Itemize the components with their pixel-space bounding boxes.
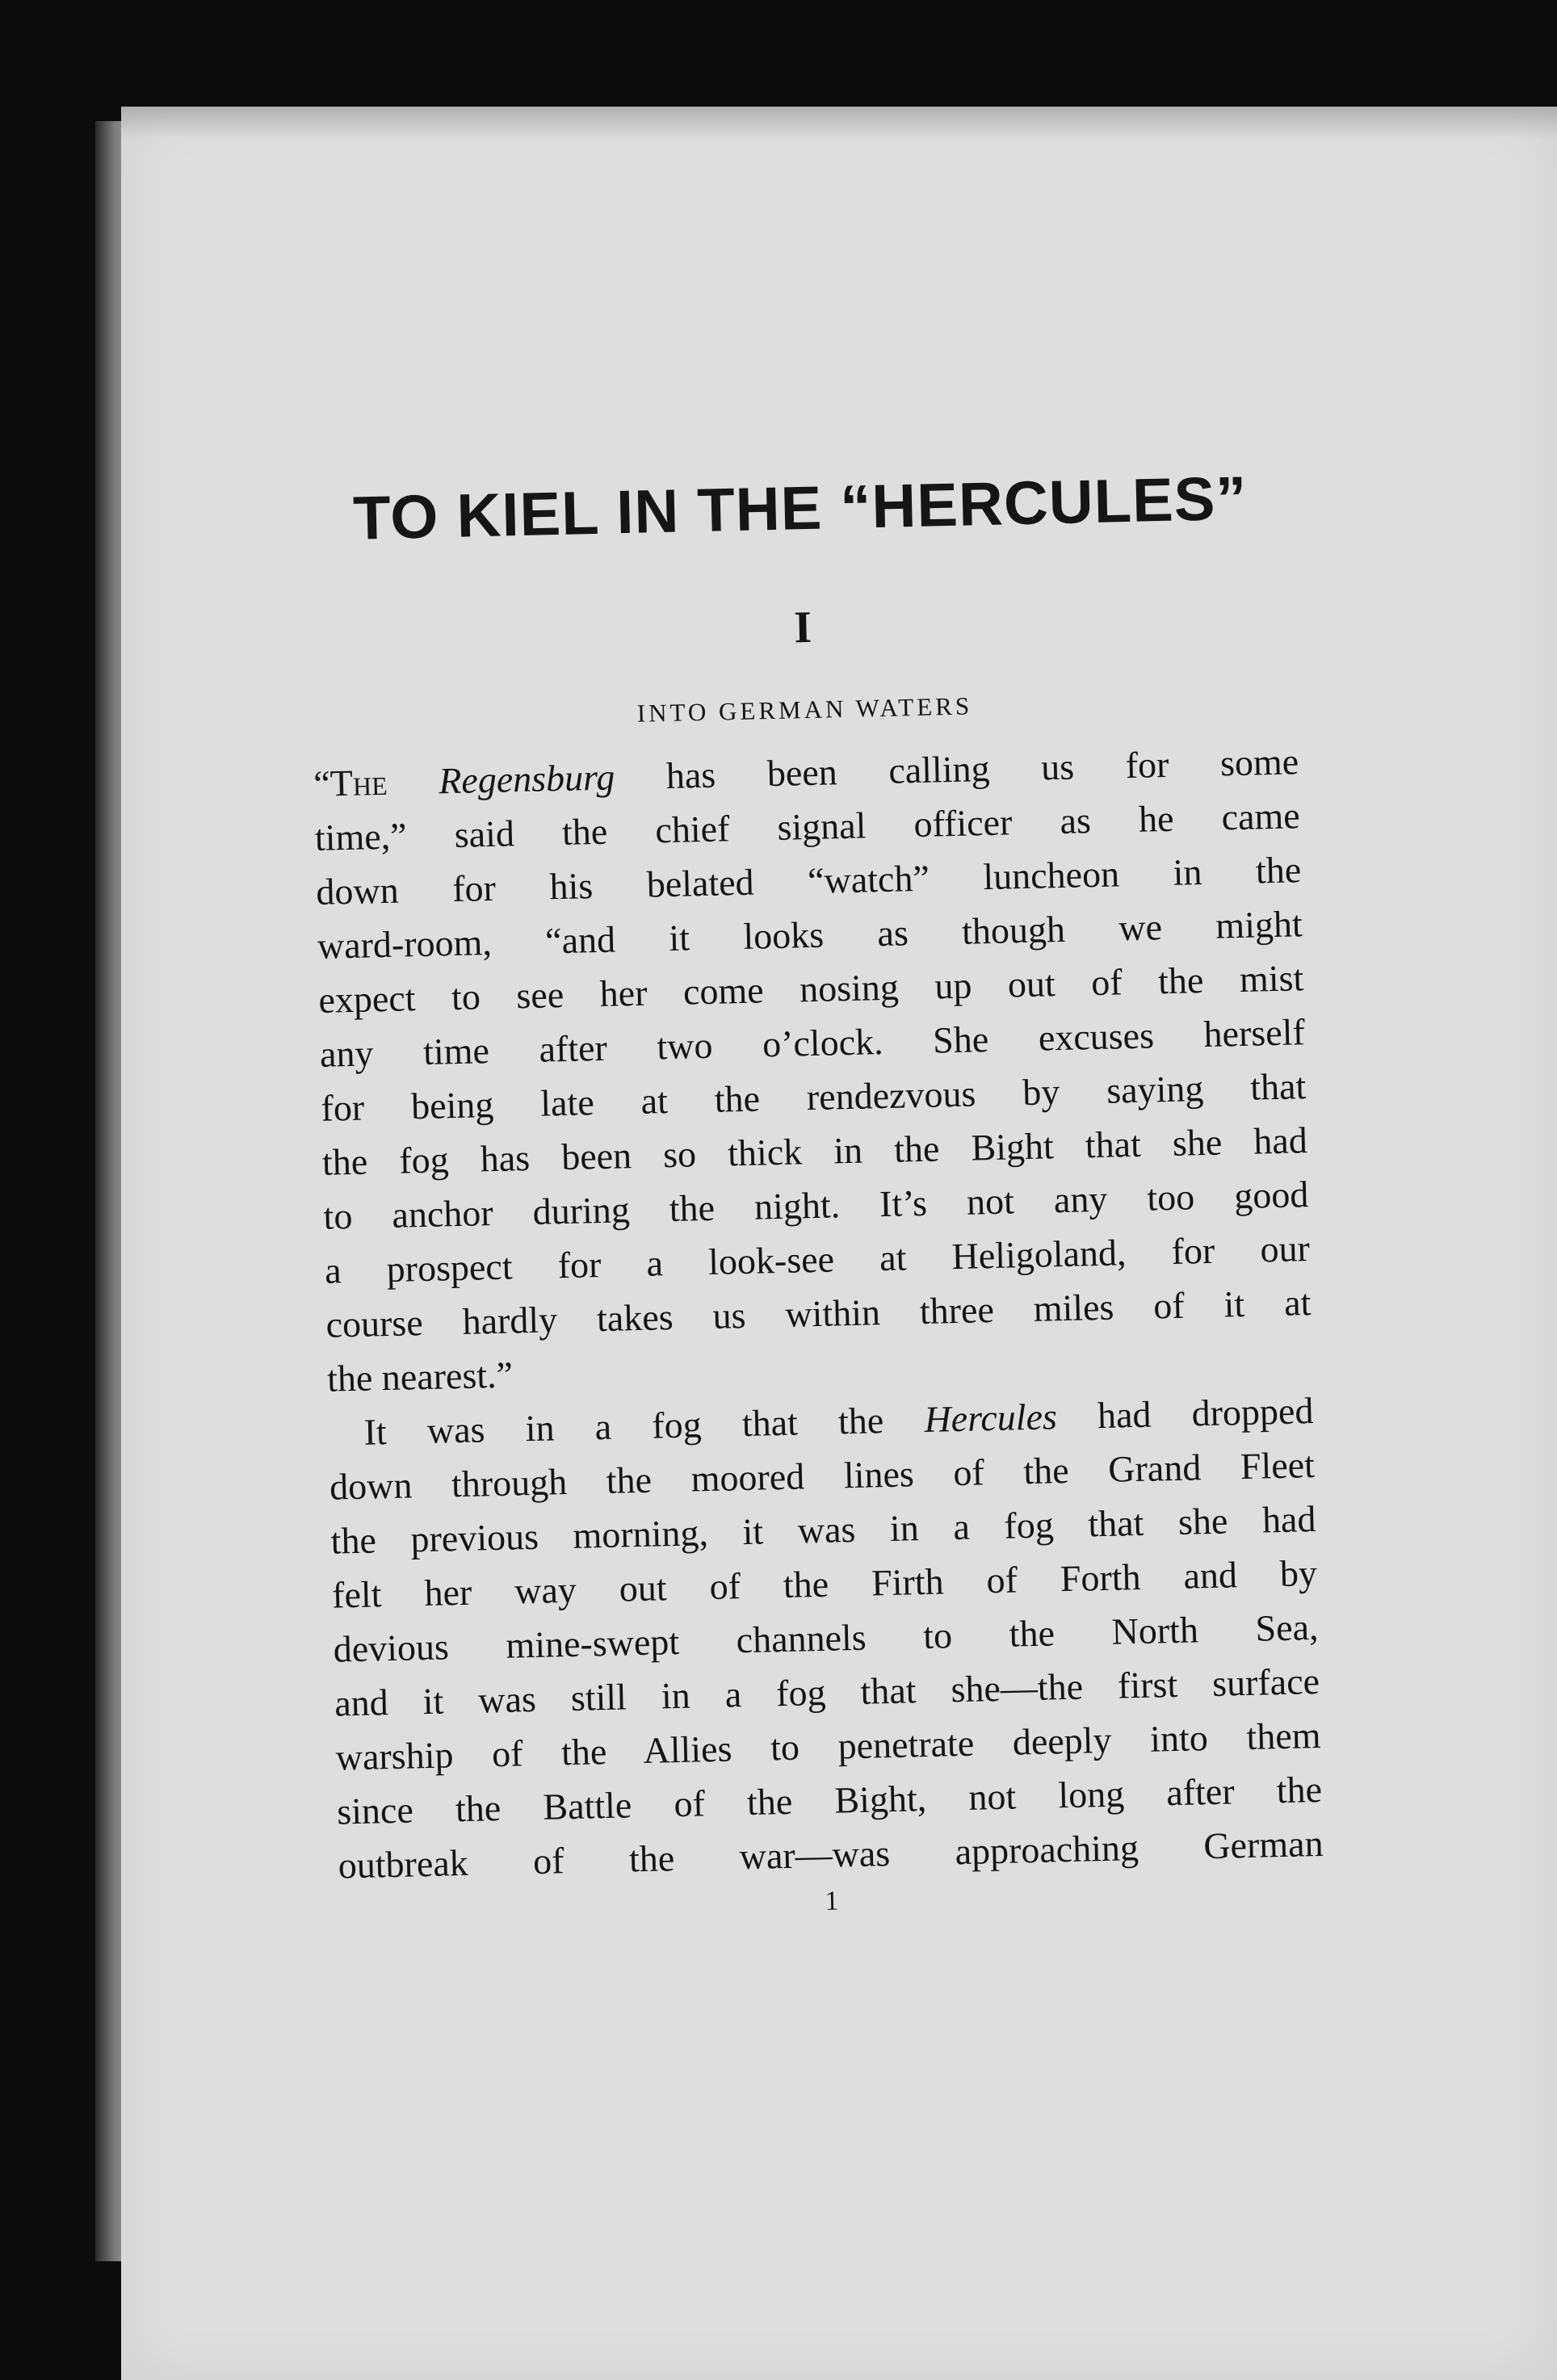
line-1-rest: has been calling us for some	[614, 741, 1299, 798]
text-line: time,” said the chief signal officer as he came	[314, 795, 1301, 858]
text-line: down through the moored lines of the Grand Fleet	[329, 1444, 1316, 1508]
text-line: to anchor during the night. It’s not any too good	[322, 1173, 1309, 1237]
text-line: down for his belated “watch” luncheon in the	[315, 849, 1302, 913]
text-line: course hardly takes us within three miles of it at	[325, 1282, 1311, 1345]
text-line: the nearest.”	[326, 1354, 514, 1400]
line-1-end: had dropped	[1056, 1390, 1314, 1438]
text-line: devious mine-swept channels to the North Sea,	[333, 1606, 1319, 1670]
page-text-block	[307, 462, 1324, 1928]
ship-name-regensburg: Regensburg	[438, 756, 615, 802]
paragraph-1	[313, 734, 1313, 1405]
text-line: and it was still in a fog that she—the first surface	[334, 1660, 1320, 1724]
lead-small-caps: The	[329, 761, 388, 804]
page-top-shadow	[121, 107, 1557, 139]
text-line: since the Battle of the Bight, not long after the	[336, 1768, 1323, 1832]
text-line: expect to see her come nosing up out of the mist	[317, 957, 1304, 1021]
text-line: the fog has been so thick in the Bight that she had	[321, 1119, 1308, 1183]
text-line: felt her way out of the Firth of Forth and by	[331, 1551, 1318, 1616]
line-1-start: It was in a fog that the	[363, 1398, 925, 1453]
text-line: for being late at the rendezvous by saying that	[320, 1065, 1307, 1129]
page-number: 1	[825, 1886, 839, 1916]
text-line: any time after two o’clock. She excuses herself	[319, 1011, 1306, 1075]
text-line: warship of the Allies to penetrate deeply into them	[335, 1714, 1322, 1778]
chapter-number: I	[793, 602, 812, 653]
text-line: ward-room, “and it looks as though we might	[317, 903, 1303, 967]
text-line: outbreak of the war—was approaching German	[338, 1822, 1324, 1887]
paragraph-2	[328, 1383, 1324, 1893]
chapter-title: TO KIEL IN THE “HERCULES”	[352, 464, 1249, 553]
text-line: a prospect for a look-see at Heligoland, for our	[324, 1228, 1311, 1291]
open-quote: “	[313, 762, 331, 804]
text-line: the previous morning, it was in a fog that she had	[330, 1497, 1316, 1562]
ship-name-hercules: Hercules	[923, 1396, 1058, 1440]
chapter-subtitle: INTO GERMAN WATERS	[636, 691, 973, 728]
